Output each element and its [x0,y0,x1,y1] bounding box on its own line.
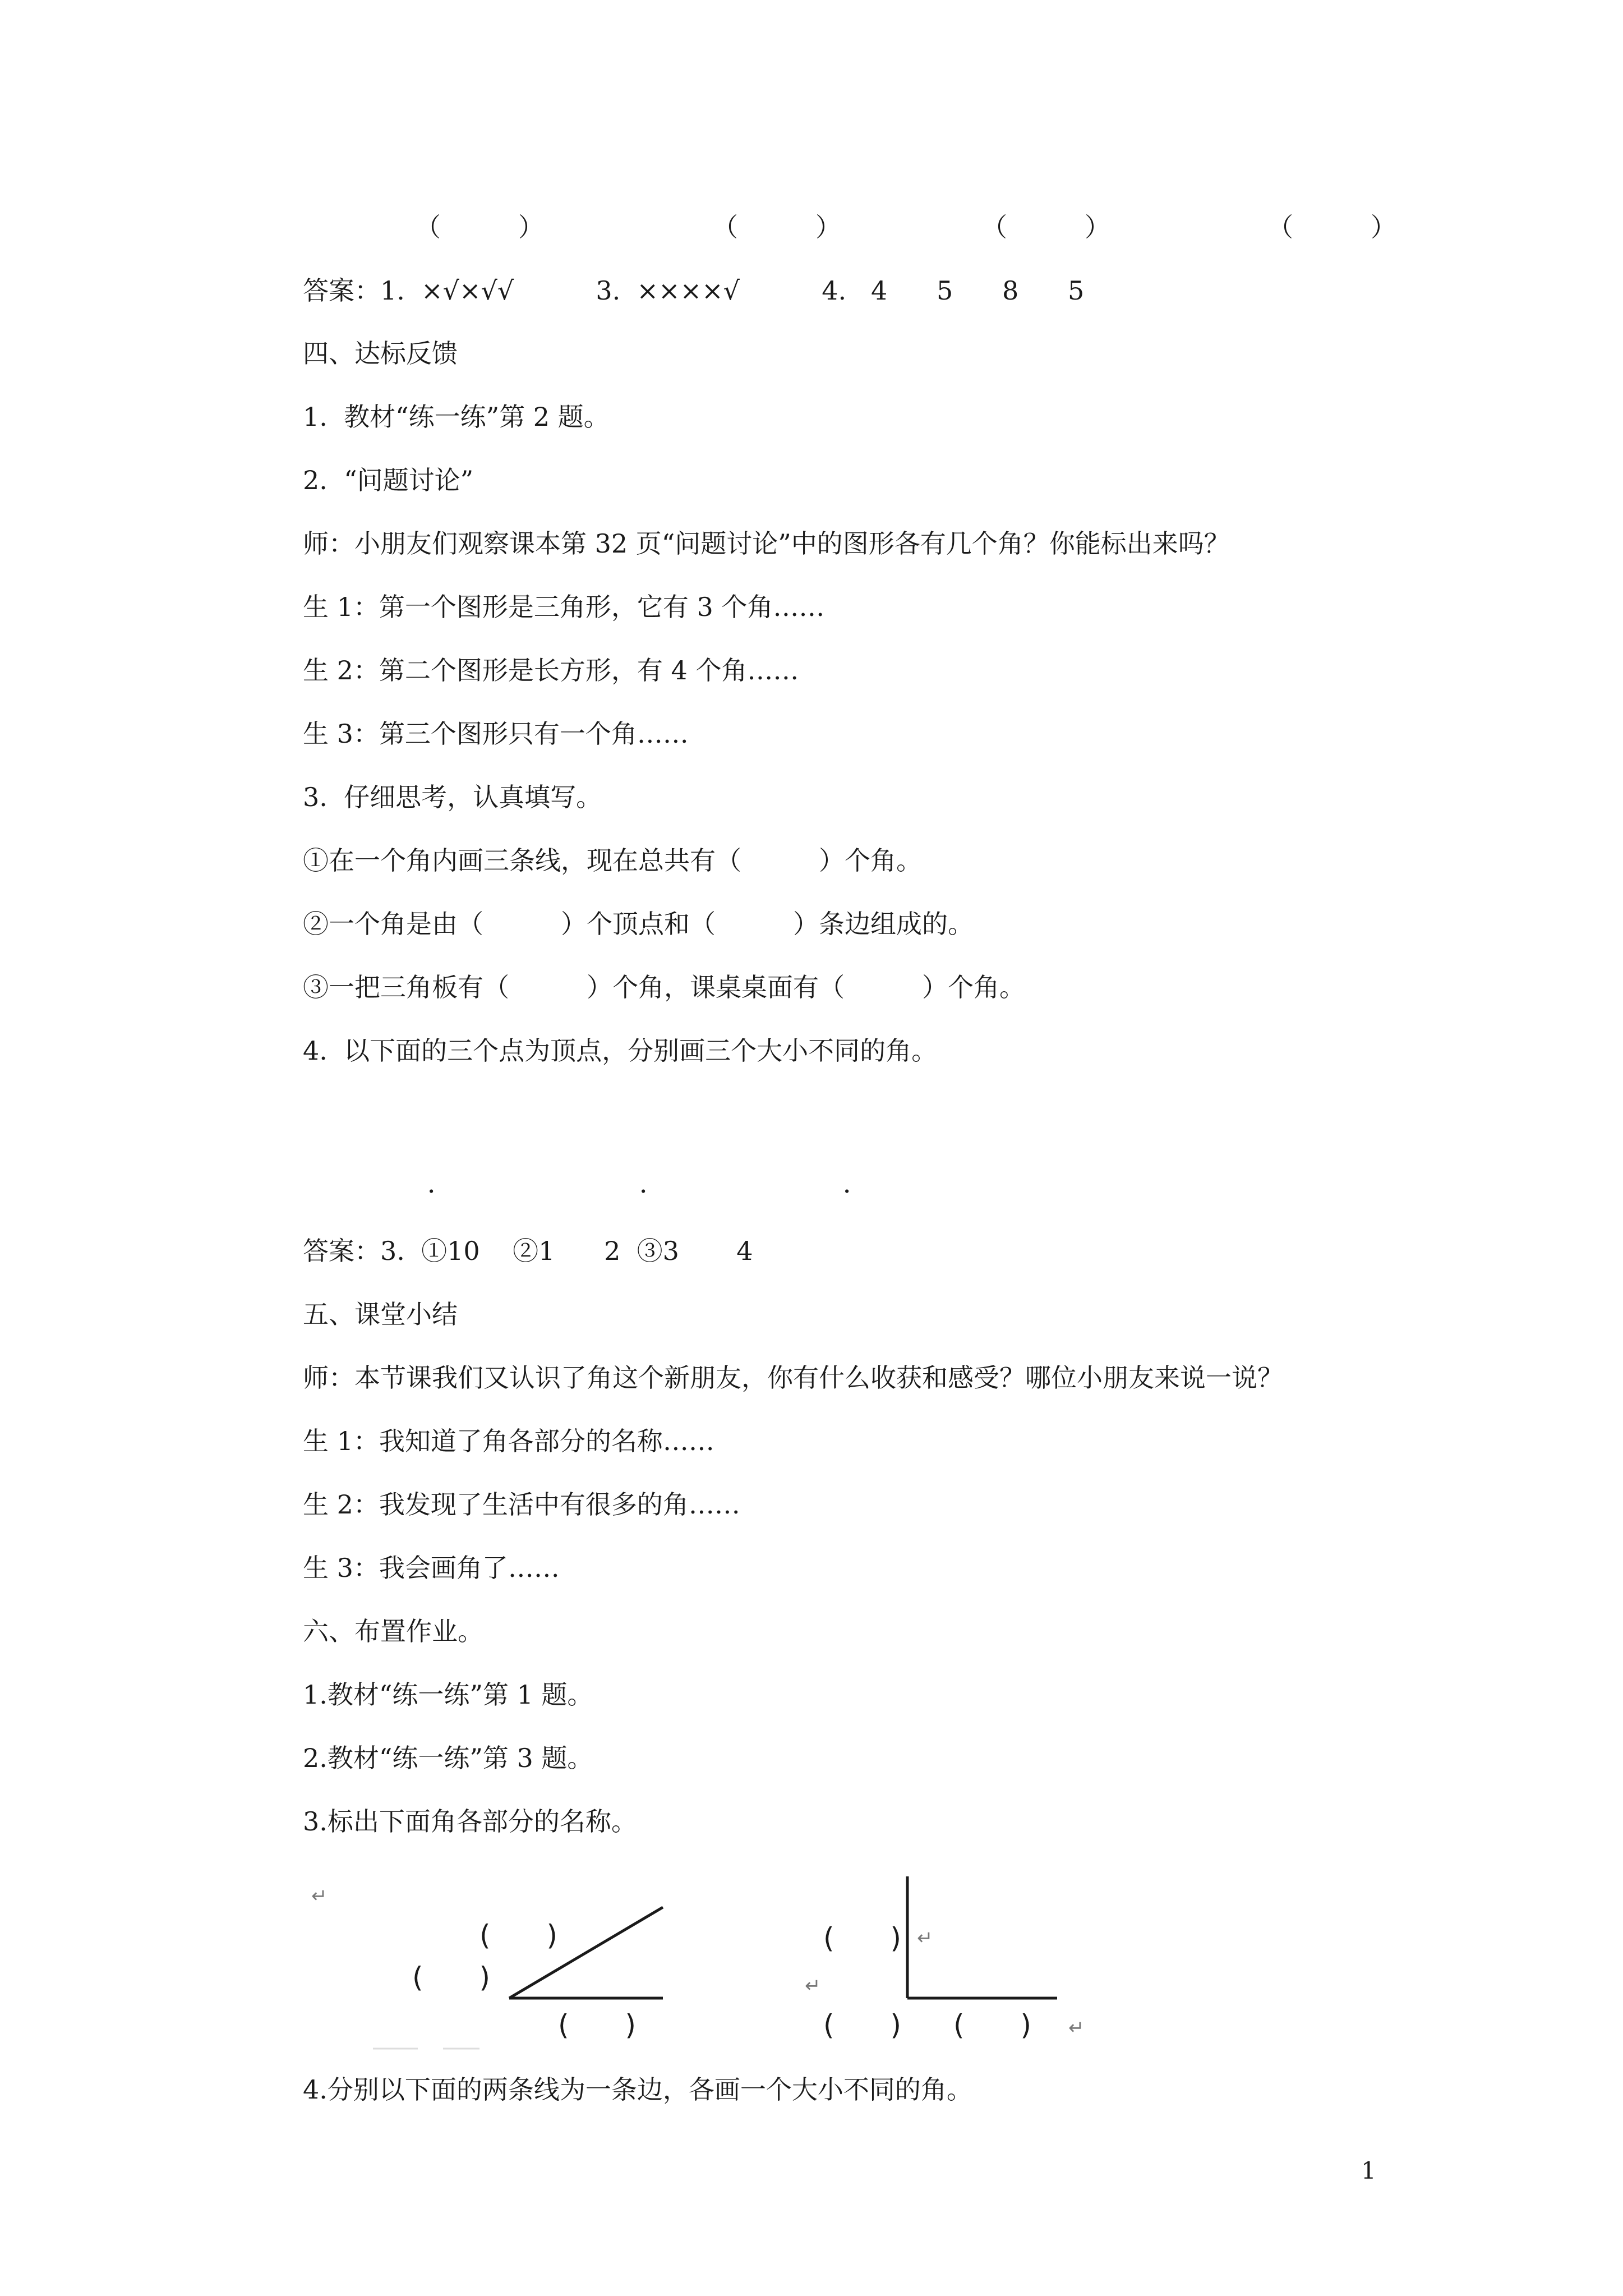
section-4-student-2: 生 2：第二个图形是长方形，有 4 个角…… [303,655,799,685]
return-mark: ↵ [1068,2017,1085,2039]
vertex-dot-3: ． [843,1168,869,1199]
return-mark: ↵ [917,1927,933,1949]
section-6-item-4: 4.分别以下面的两条线为一条边，各画一个大小不同的角。 [303,2074,972,2105]
question-2: ②一个角是由（ ）个顶点和（ ）条边组成的。 [303,909,974,939]
answer-blank-1: （ ） [415,212,544,242]
section-4-student-3: 生 3：第三个图形只有一个角…… [303,719,689,749]
answer-line-2: 答案：3. ①10 ②1 2 ③3 4 [303,1236,753,1266]
section-6-item-2: 2.教材“练一练”第 3 题。 [303,1743,593,1773]
section-4-item-2: 2. “问题讨论” [303,465,474,495]
return-mark: ↵ [805,1975,821,1997]
answer-blank-3: （ ） [981,212,1110,242]
section-4-item-1: 1. 教材“练一练”第 2 题。 [303,402,610,432]
question-1: ①在一个角内画三条线，现在总共有（ ）个角。 [303,845,922,876]
side-label-vertical: ( ) [823,1922,902,1954]
section-5-student-2: 生 2：我发现了生活中有很多的角…… [303,1489,740,1520]
section-4-item-3: 3. 仔细思考，认真填写。 [303,782,602,812]
question-3: ③一把三角板有（ ）个角，课桌桌面有（ ）个角。 [303,972,1025,1002]
vertex-dot-1: ． [427,1168,453,1199]
section-5-student-1: 生 1：我知道了角各部分的名称…… [303,1426,714,1456]
section-6-item-3: 3.标出下面角各部分的名称。 [303,1806,637,1837]
section-4-student-1: 生 1：第一个图形是三角形，它有 3 个角…… [303,592,825,622]
answer-line-1: 答案：1. ×√×√√ 3. ××××√ 4. 4 5 8 5 [303,275,1085,306]
section-4-item-4: 4. 以下面的三个点为顶点，分别画三个大小不同的角。 [303,1036,938,1066]
answer-blank-2: （ ） [712,212,841,242]
section-5-student-3: 生 3：我会画角了…… [303,1553,560,1583]
return-mark: ↵ [311,1885,328,1907]
section-4-title: 四、达标反馈 [303,338,458,369]
section-5-title: 五、课堂小结 [303,1299,458,1329]
section-5-teacher: 师：本节课我们又认识了角这个新朋友，你有什么收获和感受？哪位小朋友来说一说？ [303,1363,1283,1393]
answer-blank-4: （ ） [1267,212,1396,242]
vertex-label: ( ) [412,1961,491,1994]
side-label-lower: ( ) [558,2009,637,2041]
side-label-upper: ( ) [479,1919,558,1952]
vertex-label-right: ( ) [823,2009,902,2041]
side-label-horizontal: ( ) [953,2009,1032,2041]
section-6-item-1: 1.教材“练一练”第 1 题。 [303,1680,593,1710]
section-6-title: 六、布置作业。 [303,1616,483,1646]
page-number: 1 [1361,2157,1376,2184]
section-4-teacher: 师：小朋友们观察课本第 32 页“问题讨论”中的图形各有几个角？你能标出来吗？ [303,528,1230,559]
vertex-dot-2: ． [639,1168,665,1199]
